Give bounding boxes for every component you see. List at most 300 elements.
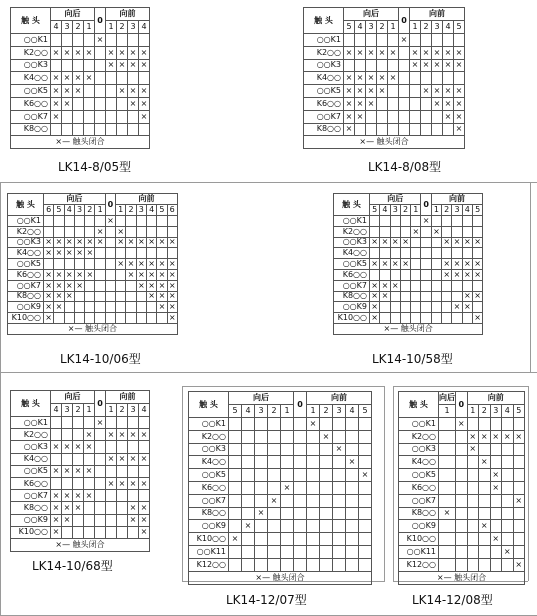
contact-row: [399, 507, 525, 520]
contact-label: K4○○: [399, 456, 439, 469]
contact-cell: [456, 520, 468, 533]
contact-cell: [490, 545, 502, 558]
contact-closed-mark: ×: [73, 85, 84, 98]
contact-cell: [106, 490, 117, 502]
contact-cell: [73, 97, 84, 110]
contact-cell: [399, 46, 410, 59]
position-number: 4: [146, 205, 156, 216]
contact-cell: [95, 441, 106, 453]
contact-cell: [146, 216, 156, 227]
contact-closed-mark: ×: [137, 269, 145, 279]
contact-closed-mark: ×: [73, 502, 84, 514]
section-divider: [0, 182, 537, 183]
contact-closed-mark: ×: [490, 533, 502, 546]
contact-cell: [410, 72, 421, 85]
position-number: 5: [513, 405, 525, 418]
contact-label: K8○○: [189, 507, 229, 520]
position-number: 3: [390, 205, 400, 216]
legend-footer: ×— 触头闭合: [11, 538, 150, 551]
section-divider: [0, 372, 1, 616]
contact-closed-mark: ×: [84, 429, 95, 441]
contact-closed-mark: ×: [371, 280, 378, 290]
contact-row: [11, 490, 150, 502]
zero-position-header: 0: [294, 392, 307, 418]
contact-cell: [242, 481, 255, 494]
contact-closed-mark: ×: [344, 123, 355, 136]
contact-cell: [333, 469, 346, 482]
contact-cell: [139, 441, 150, 453]
contact-cell: [462, 216, 472, 227]
contact-cell: [400, 269, 410, 280]
contact-label: K2○○: [189, 430, 229, 443]
contact-closed-mark: ×: [51, 526, 62, 538]
contact-label: ○○K5: [189, 469, 229, 482]
contact-row: [399, 494, 525, 507]
contact-cell: [95, 97, 106, 110]
contact-cell: [344, 34, 355, 47]
contact-cell: [242, 494, 255, 507]
contact-closed-mark: ×: [366, 97, 377, 110]
contact-cell: [51, 34, 62, 47]
contact-closed-mark: ×: [381, 237, 389, 247]
contact-cell: [62, 453, 73, 465]
contact-cell: [146, 226, 156, 237]
position-number: 2: [320, 405, 333, 418]
zero-position-header: 0: [95, 8, 106, 34]
contact-cell: [307, 507, 320, 520]
contact-cell: [443, 34, 454, 47]
contact-closed-mark: ×: [73, 441, 84, 453]
zero-position-header: 0: [105, 194, 115, 216]
contact-cell: [128, 72, 139, 85]
contact-cell: [454, 34, 465, 47]
contact-cell: [167, 248, 177, 259]
contact-closed-mark: ×: [467, 430, 479, 443]
contact-row: [8, 237, 178, 248]
contact-cell: [359, 533, 372, 546]
position-number: 5: [472, 205, 482, 216]
contact-cell: [390, 248, 400, 259]
contact-cell: [229, 481, 242, 494]
contact-label: ○○K5: [334, 259, 370, 270]
contact-label: ○○K5: [399, 469, 439, 482]
contact-closed-mark: ×: [344, 46, 355, 59]
position-number: 4: [139, 21, 150, 34]
contact-cell: [106, 441, 117, 453]
contact-cell: [411, 269, 421, 280]
contact-cell: [294, 494, 307, 507]
contact-cell: [377, 97, 388, 110]
contact-closed-mark: ×: [106, 59, 117, 72]
contact-cell: [333, 507, 346, 520]
contact-closed-mark: ×: [439, 507, 456, 520]
contact-cell: [294, 469, 307, 482]
back-header: 向后: [439, 392, 456, 405]
contact-closed-mark: ×: [502, 430, 514, 443]
contact-cell: [307, 430, 320, 443]
contact-closed-mark: ×: [454, 85, 465, 98]
contact-closed-mark: ×: [158, 259, 166, 269]
contact-closed-mark: ×: [127, 259, 135, 269]
contact-closed-mark: ×: [168, 237, 176, 247]
contact-cell: [502, 533, 514, 546]
contact-cell: [431, 269, 441, 280]
contact-cell: [268, 430, 281, 443]
contact-cell: [502, 418, 514, 431]
contact-closed-mark: ×: [168, 280, 176, 290]
contact-cell: [74, 216, 84, 227]
contact-label: K4○○: [11, 453, 51, 465]
contact-label: ○○K1: [304, 34, 344, 47]
position-number: 3: [452, 205, 462, 216]
contact-cell: [400, 248, 410, 259]
contact-cell: [320, 481, 333, 494]
contact-cell: [467, 418, 479, 431]
section-divider: [528, 386, 529, 581]
contact-cell: [377, 123, 388, 136]
contact-closed-mark: ×: [355, 72, 366, 85]
position-number: 1: [84, 21, 95, 34]
contact-label: ○○K5: [8, 259, 44, 270]
contact-label: K2○○: [399, 430, 439, 443]
contact-closed-mark: ×: [402, 259, 409, 269]
contact-cell: [117, 417, 128, 429]
contact-row: [399, 558, 525, 571]
contact-table: [188, 391, 372, 585]
contact-cell: [490, 494, 502, 507]
contact-cell: [74, 313, 84, 324]
contact-label: K6○○: [399, 481, 439, 494]
contact-closed-mark: ×: [479, 520, 491, 533]
contact-row: [334, 291, 483, 302]
contact-cell: [502, 520, 514, 533]
contact-closed-mark: ×: [355, 97, 366, 110]
contact-closed-mark: ×: [65, 269, 73, 279]
contact-cell: [431, 237, 441, 248]
forward-header: 向前: [431, 194, 482, 205]
contact-row: [11, 465, 150, 477]
contact-cell: [307, 469, 320, 482]
contact-closed-mark: ×: [96, 237, 104, 247]
contact-label: ○○K1: [334, 216, 370, 227]
contact-cell: [399, 72, 410, 85]
contact-cell: [513, 507, 525, 520]
contact-closed-mark: ×: [432, 97, 443, 110]
contact-label: ○○K9: [8, 302, 44, 313]
contact-closed-mark: ×: [128, 85, 139, 98]
contact-closed-mark: ×: [86, 248, 94, 258]
contact-cell: [54, 259, 64, 270]
position-number: 2: [400, 205, 410, 216]
contact-cell: [452, 313, 462, 324]
contact-cell: [73, 417, 84, 429]
contact-cell: [467, 507, 479, 520]
contact-closed-mark: ×: [432, 46, 443, 59]
contact-cell: [456, 443, 468, 456]
contact-closed-mark: ×: [137, 259, 145, 269]
contact-cell: [117, 110, 128, 123]
contact-cell: [359, 520, 372, 533]
contact-cell: [502, 443, 514, 456]
contact-row: [189, 520, 372, 533]
contact-cell: [421, 97, 432, 110]
contact-cell: [388, 97, 399, 110]
contact-closed-mark: ×: [381, 291, 389, 301]
model-caption: LK14-12/07型: [226, 593, 307, 607]
position-number: 1: [106, 404, 117, 417]
contact-closed-mark: ×: [51, 85, 62, 98]
contact-cell: [380, 269, 390, 280]
contact-cell: [359, 481, 372, 494]
forward-header: 向前: [106, 8, 150, 21]
contact-cell: [73, 34, 84, 47]
contact-cell: [105, 302, 115, 313]
contact-label: K8○○: [11, 502, 51, 514]
contact-closed-mark: ×: [62, 85, 73, 98]
contact-cell: [84, 477, 95, 489]
contact-cell: [128, 490, 139, 502]
contact-closed-mark: ×: [117, 259, 125, 269]
contact-closed-mark: ×: [139, 453, 150, 465]
contact-cell: [388, 123, 399, 136]
contact-cell: [268, 469, 281, 482]
contact-cell: [106, 110, 117, 123]
contact-closed-mark: ×: [388, 46, 399, 59]
contact-label: K12○○: [399, 558, 439, 571]
contact-row: [399, 533, 525, 546]
contact-label: K10○○: [334, 313, 370, 324]
contact-row: [11, 72, 150, 85]
contact-cell: [268, 443, 281, 456]
contact-label: ○○K9: [334, 302, 370, 313]
contact-cell: [502, 494, 514, 507]
contact-cell: [116, 291, 126, 302]
contact-cell: [281, 558, 294, 571]
contact-cell: [366, 123, 377, 136]
contact-closed-mark: ×: [421, 59, 432, 72]
contact-closed-mark: ×: [139, 85, 150, 98]
contact-cell: [490, 456, 502, 469]
contact-cell: [268, 418, 281, 431]
contact-closed-mark: ×: [62, 97, 73, 110]
contact-closed-mark: ×: [73, 490, 84, 502]
contact-closed-mark: ×: [359, 469, 372, 482]
contact-label: ○○K7: [334, 280, 370, 291]
contact-cell: [116, 216, 126, 227]
contact-cell: [355, 123, 366, 136]
contact-row: [304, 46, 465, 59]
contact-cell: [84, 514, 95, 526]
contact-cell: [456, 494, 468, 507]
contact-label: K4○○: [11, 72, 51, 85]
contact-closed-mark: ×: [96, 226, 104, 236]
contact-closed-mark: ×: [467, 443, 479, 456]
contact-cell: [490, 507, 502, 520]
contact-closed-mark: ×: [55, 302, 63, 312]
contact-cell: [281, 507, 294, 520]
contact-cell: [106, 417, 117, 429]
contact-cell: [513, 520, 525, 533]
model-caption: LK14-10/68型: [32, 559, 113, 573]
contact-cell: [421, 226, 431, 237]
contact-row: [189, 443, 372, 456]
contact-row: [189, 430, 372, 443]
contact-closed-mark: ×: [128, 477, 139, 489]
contact-label: ○○K1: [399, 418, 439, 431]
contact-cell: [95, 291, 105, 302]
contact-cell: [432, 123, 443, 136]
contact-cell: [157, 313, 167, 324]
contact-row: [11, 477, 150, 489]
contact-cell: [242, 469, 255, 482]
contact-cell: [105, 291, 115, 302]
section-divider: [530, 182, 531, 372]
contact-closed-mark: ×: [45, 302, 52, 312]
contact-cell: [467, 469, 479, 482]
contact-cell: [242, 430, 255, 443]
contact-closed-mark: ×: [65, 237, 73, 247]
contact-closed-mark: ×: [433, 226, 440, 236]
contact-row: [11, 514, 150, 526]
contact-cell: [456, 456, 468, 469]
contact-cell: [44, 259, 54, 270]
contact-closed-mark: ×: [148, 237, 155, 247]
contact-closed-mark: ×: [128, 502, 139, 514]
contact-cell: [380, 226, 390, 237]
contact-closed-mark: ×: [377, 72, 388, 85]
section-divider: [393, 386, 528, 387]
contact-cell: [84, 34, 95, 47]
contact-cell: [320, 456, 333, 469]
contact-closed-mark: ×: [333, 443, 346, 456]
contact-cell: [320, 418, 333, 431]
zero-position-header: 0: [399, 8, 410, 34]
contact-cell: [380, 248, 390, 259]
contact-cell: [390, 216, 400, 227]
contact-closed-mark: ×: [443, 46, 454, 59]
contact-label: K8○○: [399, 507, 439, 520]
back-header: 向后: [370, 194, 421, 205]
contact-cell: [51, 123, 62, 136]
contact-cell: [116, 313, 126, 324]
contact-cell: [128, 465, 139, 477]
model-caption: LK14-8/08型: [368, 160, 442, 174]
contact-cell: [74, 226, 84, 237]
contact-closed-mark: ×: [106, 453, 117, 465]
contact-cell: [95, 123, 106, 136]
contact-cell: [117, 526, 128, 538]
contact-closed-mark: ×: [51, 514, 62, 526]
contact-closed-mark: ×: [377, 46, 388, 59]
contact-closed-mark: ×: [51, 72, 62, 85]
contact-cell: [502, 469, 514, 482]
contact-cell: [126, 216, 136, 227]
contact-closed-mark: ×: [453, 259, 461, 269]
contact-cell: [105, 269, 115, 280]
contact-cell: [117, 490, 128, 502]
contact-cell: [294, 456, 307, 469]
contact-cell: [333, 430, 346, 443]
contact-cell: [439, 418, 456, 431]
contact-cell: [472, 248, 482, 259]
contact-cell: [84, 85, 95, 98]
contact-cell: [281, 418, 294, 431]
contact-closed-mark: ×: [148, 280, 155, 290]
contact-cell: [400, 216, 410, 227]
contact-cell: [390, 313, 400, 324]
contact-cell: [431, 302, 441, 313]
contact-cell: [116, 302, 126, 313]
contact-closed-mark: ×: [65, 248, 73, 258]
contact-cell: [117, 465, 128, 477]
contact-cell: [439, 494, 456, 507]
contact-cell: [410, 85, 421, 98]
contact-closed-mark: ×: [344, 85, 355, 98]
contact-cell: [281, 469, 294, 482]
contact-closed-mark: ×: [474, 291, 481, 301]
contact-cell: [106, 465, 117, 477]
contact-cell: [139, 490, 150, 502]
position-number: 1: [411, 205, 421, 216]
contact-closed-mark: ×: [168, 259, 176, 269]
contact-closed-mark: ×: [95, 34, 106, 47]
contact-cell: [346, 481, 359, 494]
contact-closed-mark: ×: [139, 110, 150, 123]
contact-row: [304, 59, 465, 72]
contact-closed-mark: ×: [366, 85, 377, 98]
contact-cell: [242, 545, 255, 558]
contact-row: [334, 248, 483, 259]
section-divider: [0, 372, 537, 373]
position-number: 3: [62, 21, 73, 34]
contact-row: [304, 34, 465, 47]
contact-closed-mark: ×: [117, 237, 125, 247]
contact-closed-mark: ×: [381, 259, 389, 269]
contact-closed-mark: ×: [139, 59, 150, 72]
contact-cell: [432, 72, 443, 85]
contact-label: ○○K1: [11, 417, 51, 429]
contact-cell: [229, 443, 242, 456]
contact-cell: [268, 558, 281, 571]
legend-footer: ×— 触头闭合: [399, 571, 525, 584]
contact-cell: [95, 85, 106, 98]
contact-row: [399, 520, 525, 533]
contact-closed-mark: ×: [139, 97, 150, 110]
contact-cell: [255, 533, 268, 546]
contact-cell: [95, 465, 106, 477]
contact-closed-mark: ×: [62, 490, 73, 502]
contact-cell: [421, 313, 431, 324]
contact-cell: [85, 280, 95, 291]
contacts-header: 触 头: [11, 8, 51, 34]
contact-cell: [442, 302, 452, 313]
contact-row: [8, 248, 178, 259]
contact-cell: [95, 453, 106, 465]
contact-table: [303, 7, 465, 149]
contact-cell: [73, 477, 84, 489]
contact-cell: [346, 418, 359, 431]
contact-cell: [84, 526, 95, 538]
contact-cell: [456, 507, 468, 520]
contact-closed-mark: ×: [86, 269, 94, 279]
contact-cell: [95, 259, 105, 270]
contact-cell: [439, 545, 456, 558]
contact-cell: [421, 34, 432, 47]
contact-cell: [294, 520, 307, 533]
position-number: 2: [421, 21, 432, 34]
contact-closed-mark: ×: [139, 477, 150, 489]
contact-cell: [95, 248, 105, 259]
